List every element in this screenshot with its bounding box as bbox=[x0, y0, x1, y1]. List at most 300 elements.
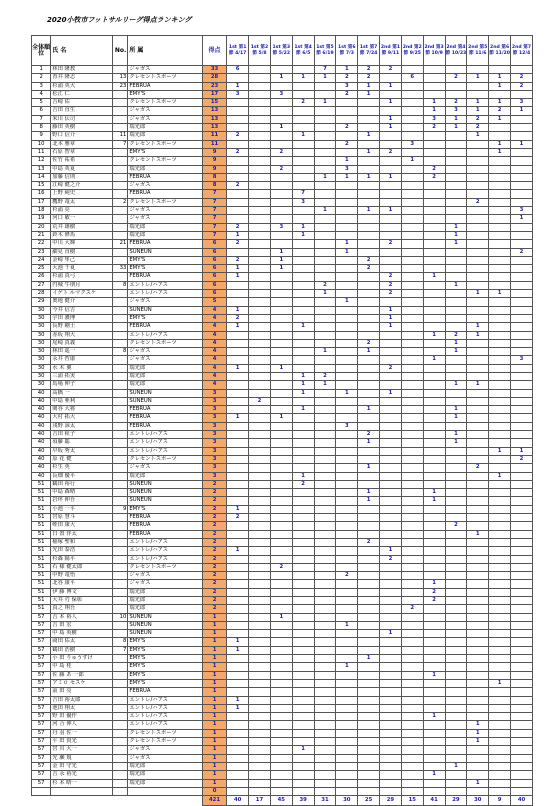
rank-cell: 57 bbox=[32, 738, 51, 746]
rank-cell: 40 bbox=[32, 464, 51, 472]
match-goals-cell bbox=[314, 655, 336, 663]
rank-cell: 40 bbox=[32, 472, 51, 480]
match-goals-cell bbox=[336, 439, 358, 447]
match-goals-cell bbox=[227, 290, 249, 298]
match-goals-cell bbox=[358, 248, 380, 256]
match-goals-cell bbox=[292, 779, 314, 787]
shirt-number-cell bbox=[112, 547, 127, 555]
match-goals-cell bbox=[292, 331, 314, 339]
team-cell: エントレ/ハアス bbox=[128, 555, 203, 563]
match-goals-cell bbox=[358, 646, 380, 654]
match-goals-cell: 1 bbox=[227, 638, 249, 646]
match-goals-cell bbox=[445, 555, 467, 563]
match-goals-cell bbox=[380, 422, 402, 430]
match-goals-cell bbox=[336, 290, 358, 298]
match-goals-cell: 1 bbox=[336, 663, 358, 671]
match-goals-cell bbox=[292, 148, 314, 156]
match-goals-cell bbox=[249, 281, 271, 289]
total-goals-cell: 4 bbox=[202, 323, 226, 331]
team-cell: SUNEUN bbox=[128, 630, 203, 638]
match-goals-cell bbox=[489, 439, 511, 447]
rank-cell: 57 bbox=[32, 696, 51, 704]
match-goals-cell bbox=[467, 480, 489, 488]
match-goals-cell bbox=[249, 331, 271, 339]
match-goals-cell bbox=[358, 381, 380, 389]
match-goals-cell bbox=[270, 281, 292, 289]
match-goals-cell bbox=[314, 787, 336, 795]
match-goals-cell bbox=[314, 331, 336, 339]
match-goals-cell bbox=[423, 90, 445, 98]
rank-cell: 51 bbox=[32, 580, 51, 588]
table-row bbox=[32, 148, 533, 156]
rank-cell: 57 bbox=[32, 746, 51, 754]
match-goals-cell bbox=[292, 157, 314, 165]
match-goals-cell bbox=[489, 655, 511, 663]
match-goals-cell bbox=[270, 132, 292, 140]
match-goals-cell: 1 bbox=[489, 447, 511, 455]
match-goals-cell bbox=[227, 281, 249, 289]
player-name-cell: 佐 藤 あ 一郎 bbox=[51, 671, 113, 679]
match-goals-cell bbox=[380, 787, 402, 795]
header-match-1: 1st 第1節 4/17 bbox=[227, 36, 249, 66]
match-goals-cell bbox=[336, 132, 358, 140]
match-goals-cell: 1 bbox=[314, 173, 336, 181]
match-goals-cell bbox=[336, 580, 358, 588]
table-row bbox=[32, 771, 533, 779]
match-goals-cell bbox=[489, 688, 511, 696]
team-cell: SUNEUN bbox=[128, 621, 203, 629]
table-row bbox=[32, 630, 533, 638]
match-goals-cell bbox=[445, 679, 467, 687]
player-name-cell: 杉森 陽平 bbox=[51, 555, 113, 563]
match-goals-cell bbox=[270, 497, 292, 505]
shirt-number-cell bbox=[112, 597, 127, 605]
player-name-cell: 野口 信介 bbox=[51, 132, 113, 140]
match-goals-cell bbox=[249, 240, 271, 248]
match-goals-cell bbox=[270, 381, 292, 389]
match-goals-cell bbox=[401, 472, 423, 480]
shirt-number-cell bbox=[112, 107, 127, 115]
match-goals-cell bbox=[314, 538, 336, 546]
match-goals-cell bbox=[227, 754, 249, 762]
match-goals-cell bbox=[292, 530, 314, 538]
player-name-cell: 青井 隆志 bbox=[51, 74, 113, 82]
match-goals-cell bbox=[445, 572, 467, 580]
total-goals-cell: 0 bbox=[202, 787, 226, 795]
match-goals-cell bbox=[445, 746, 467, 754]
player-name-cell: 林田 隆教 bbox=[51, 66, 113, 74]
player-name-cell: 杉浦 真弓 bbox=[51, 273, 113, 281]
match-goals-cell bbox=[511, 696, 533, 704]
table-row bbox=[32, 638, 533, 646]
match-goals-cell bbox=[380, 663, 402, 671]
match-goals-cell bbox=[401, 464, 423, 472]
match-goals-cell bbox=[249, 389, 271, 397]
match-goals-cell: 1 bbox=[489, 82, 511, 90]
team-cell: EMY'S bbox=[128, 638, 203, 646]
match-goals-cell: 1 bbox=[380, 99, 402, 107]
match-goals-cell: 1 bbox=[380, 82, 402, 90]
match-goals-cell bbox=[511, 547, 533, 555]
rank-cell: 57 bbox=[32, 646, 51, 654]
match-goals-cell bbox=[358, 563, 380, 571]
match-goals-cell bbox=[511, 157, 533, 165]
match-goals-cell bbox=[270, 455, 292, 463]
match-goals-cell bbox=[249, 306, 271, 314]
match-goals-cell bbox=[445, 588, 467, 596]
match-goals-cell bbox=[489, 381, 511, 389]
table-row bbox=[32, 455, 533, 463]
total-goals-cell: 1 bbox=[202, 655, 226, 663]
shirt-number-cell: 7 bbox=[112, 140, 127, 148]
player-name-cell: 中野 竜悟 bbox=[51, 572, 113, 580]
match-goals-cell bbox=[401, 688, 423, 696]
team-cell: クレセントスポーツ bbox=[128, 74, 203, 82]
match-goals-cell bbox=[314, 613, 336, 621]
match-goals-cell bbox=[314, 696, 336, 704]
match-goals-cell bbox=[227, 572, 249, 580]
match-goals-cell bbox=[292, 339, 314, 347]
match-goals-cell bbox=[314, 148, 336, 156]
match-goals-cell bbox=[292, 663, 314, 671]
match-goals-cell bbox=[249, 455, 271, 463]
match-goals-cell bbox=[380, 298, 402, 306]
match-goals-cell bbox=[467, 223, 489, 231]
match-goals-cell bbox=[358, 762, 380, 770]
match-goals-cell bbox=[423, 397, 445, 405]
match-goals-cell bbox=[358, 290, 380, 298]
match-goals-cell bbox=[358, 182, 380, 190]
match-goals-cell bbox=[249, 746, 271, 754]
match-goals-cell bbox=[401, 713, 423, 721]
rank-cell: 17 bbox=[32, 198, 51, 206]
header-match-2: 1st 第2節 5/8 bbox=[249, 36, 271, 66]
total-goals-cell: 6 bbox=[202, 240, 226, 248]
match-goals-cell bbox=[292, 182, 314, 190]
match-goals-cell bbox=[292, 207, 314, 215]
match-goals-cell bbox=[511, 746, 533, 754]
match-goals-cell: 2 bbox=[380, 555, 402, 563]
match-goals-cell bbox=[445, 580, 467, 588]
match-goals-cell bbox=[314, 704, 336, 712]
match-goals-cell bbox=[292, 273, 314, 281]
team-cell: ジャガス bbox=[128, 754, 203, 762]
match-goals-cell bbox=[423, 182, 445, 190]
match-goals-cell bbox=[511, 240, 533, 248]
match-goals-cell: 2 bbox=[380, 240, 402, 248]
match-goals-cell: 1 bbox=[489, 115, 511, 123]
match-goals-cell bbox=[314, 248, 336, 256]
match-goals-cell bbox=[227, 729, 249, 737]
match-goals-cell bbox=[292, 721, 314, 729]
match-goals-cell bbox=[423, 414, 445, 422]
match-goals-cell bbox=[401, 406, 423, 414]
match-goals-cell: 1 bbox=[292, 372, 314, 380]
match-goals-cell bbox=[270, 787, 292, 795]
match-goals-cell: 1 bbox=[292, 472, 314, 480]
match-goals-cell bbox=[401, 281, 423, 289]
table-row bbox=[32, 613, 533, 621]
totals-spacer bbox=[112, 796, 127, 806]
match-goals-cell bbox=[227, 580, 249, 588]
match-goals-cell bbox=[511, 372, 533, 380]
total-goals-cell: 3 bbox=[202, 431, 226, 439]
match-goals-cell: 1 bbox=[445, 348, 467, 356]
match-goals-cell bbox=[227, 688, 249, 696]
match-goals-cell bbox=[380, 447, 402, 455]
match-goals-cell bbox=[270, 389, 292, 397]
match-goals-cell bbox=[358, 572, 380, 580]
match-goals-cell bbox=[227, 140, 249, 148]
total-goals-cell: 2 bbox=[202, 497, 226, 505]
shirt-number-cell bbox=[112, 514, 127, 522]
rank-cell: 57 bbox=[32, 721, 51, 729]
match-goals-cell bbox=[249, 447, 271, 455]
match-goals-cell bbox=[380, 771, 402, 779]
match-goals-cell bbox=[380, 397, 402, 405]
shirt-number-cell bbox=[112, 406, 127, 414]
match-goals-cell bbox=[489, 348, 511, 356]
match-goals-cell bbox=[467, 646, 489, 654]
match-goals-cell: 2 bbox=[358, 538, 380, 546]
shirt-number-cell bbox=[112, 704, 127, 712]
rank-cell: 51 bbox=[32, 505, 51, 513]
match-goals-cell bbox=[467, 298, 489, 306]
match-goals-cell bbox=[227, 489, 249, 497]
match-goals-cell: 2 bbox=[380, 148, 402, 156]
team-cell: EMY'S bbox=[128, 148, 203, 156]
rank-cell: 51 bbox=[32, 572, 51, 580]
shirt-number-cell bbox=[112, 455, 127, 463]
table-row bbox=[32, 165, 533, 173]
match-goals-cell bbox=[445, 663, 467, 671]
total-goals-cell: 1 bbox=[202, 754, 226, 762]
match-goals-cell bbox=[380, 646, 402, 654]
team-cell: FEBRUA bbox=[128, 406, 203, 414]
match-goals-cell bbox=[358, 215, 380, 223]
table-row bbox=[32, 746, 533, 754]
table-row bbox=[32, 306, 533, 314]
match-goals-cell bbox=[314, 356, 336, 364]
rank-cell: 51 bbox=[32, 563, 51, 571]
match-goals-cell bbox=[401, 489, 423, 497]
match-goals-cell bbox=[336, 455, 358, 463]
match-goals-cell bbox=[401, 90, 423, 98]
match-goals-cell: 1 bbox=[445, 339, 467, 347]
match-goals-cell bbox=[423, 646, 445, 654]
match-goals-cell bbox=[380, 729, 402, 737]
player-name-cell: 松江 仁 bbox=[51, 90, 113, 98]
match-goals-cell: 2 bbox=[467, 198, 489, 206]
match-goals-cell bbox=[249, 140, 271, 148]
match-goals-cell bbox=[401, 240, 423, 248]
match-goals-cell bbox=[423, 298, 445, 306]
match-goals-cell bbox=[445, 464, 467, 472]
match-total-cell: 41 bbox=[423, 796, 445, 806]
match-goals-cell bbox=[511, 223, 533, 231]
match-goals-cell: 3 bbox=[336, 422, 358, 430]
match-goals-cell bbox=[401, 107, 423, 115]
match-goals-cell bbox=[292, 348, 314, 356]
match-goals-cell bbox=[270, 696, 292, 704]
match-goals-cell bbox=[358, 306, 380, 314]
match-goals-cell bbox=[467, 489, 489, 497]
match-goals-cell: 1 bbox=[336, 157, 358, 165]
match-goals-cell: 1 bbox=[467, 290, 489, 298]
match-goals-cell bbox=[292, 431, 314, 439]
match-goals-cell bbox=[227, 389, 249, 397]
player-name-cell: 三浦 拓実 bbox=[51, 372, 113, 380]
match-goals-cell bbox=[358, 223, 380, 231]
table-row bbox=[32, 655, 533, 663]
match-goals-cell bbox=[511, 273, 533, 281]
rank-cell: 57 bbox=[32, 729, 51, 737]
match-goals-cell: 1 bbox=[270, 256, 292, 264]
player-name-cell: 中島 英夏 bbox=[51, 165, 113, 173]
match-goals-cell bbox=[292, 256, 314, 264]
match-goals-cell bbox=[511, 148, 533, 156]
shirt-number-cell bbox=[112, 721, 127, 729]
total-goals-cell: 7 bbox=[202, 215, 226, 223]
match-goals-cell bbox=[401, 563, 423, 571]
match-goals-cell bbox=[227, 663, 249, 671]
match-goals-cell bbox=[249, 99, 271, 107]
rank-cell: 40 bbox=[32, 389, 51, 397]
table-row bbox=[32, 497, 533, 505]
shirt-number-cell bbox=[112, 530, 127, 538]
team-cell: エントレ/ハアス bbox=[128, 290, 203, 298]
match-goals-cell bbox=[401, 455, 423, 463]
player-name-cell: 中 島 英樹 bbox=[51, 630, 113, 638]
match-goals-cell bbox=[467, 588, 489, 596]
match-goals-cell bbox=[401, 356, 423, 364]
match-goals-cell bbox=[227, 356, 249, 364]
match-goals-cell bbox=[489, 547, 511, 555]
match-goals-cell: 1 bbox=[445, 281, 467, 289]
match-goals-cell bbox=[227, 588, 249, 596]
rank-cell: 30 bbox=[32, 372, 51, 380]
match-goals-cell: 1 bbox=[467, 721, 489, 729]
match-goals-cell bbox=[292, 215, 314, 223]
match-goals-cell bbox=[423, 704, 445, 712]
match-goals-cell bbox=[292, 646, 314, 654]
match-goals-cell bbox=[227, 173, 249, 181]
rank-cell: 2 bbox=[32, 74, 51, 82]
total-goals-cell: 9 bbox=[202, 148, 226, 156]
shirt-number-cell: 2 bbox=[112, 198, 127, 206]
shirt-number-cell bbox=[112, 472, 127, 480]
match-goals-cell: 1 bbox=[380, 306, 402, 314]
shirt-number-cell bbox=[112, 248, 127, 256]
header-match-8: 2nd 第1節 9/11 bbox=[380, 36, 402, 66]
match-goals-cell: 1 bbox=[445, 439, 467, 447]
match-goals-cell bbox=[249, 422, 271, 430]
match-goals-cell bbox=[445, 688, 467, 696]
match-goals-cell bbox=[358, 613, 380, 621]
match-goals-cell bbox=[445, 90, 467, 98]
player-name-cell: 鶴田 裕行 bbox=[51, 480, 113, 488]
match-goals-cell bbox=[358, 298, 380, 306]
player-name-cell: 浅野 諒太 bbox=[51, 422, 113, 430]
team-cell: EMY'S bbox=[128, 314, 203, 322]
team-cell: FEBRUA bbox=[128, 190, 203, 198]
match-goals-cell: 1 bbox=[489, 679, 511, 687]
match-goals-cell bbox=[467, 314, 489, 322]
match-goals-cell: 3 bbox=[270, 223, 292, 231]
match-goals-cell: 2 bbox=[227, 182, 249, 190]
match-goals-cell bbox=[423, 215, 445, 223]
match-goals-cell bbox=[401, 82, 423, 90]
match-goals-cell bbox=[445, 298, 467, 306]
match-goals-cell bbox=[336, 505, 358, 513]
match-goals-cell bbox=[358, 721, 380, 729]
match-goals-cell: 2 bbox=[336, 74, 358, 82]
ranking-table bbox=[31, 35, 533, 806]
match-goals-cell bbox=[249, 696, 271, 704]
match-goals-cell bbox=[249, 671, 271, 679]
match-goals-cell bbox=[358, 372, 380, 380]
rank-cell: 6 bbox=[32, 107, 51, 115]
total-goals-cell: 2 bbox=[202, 530, 226, 538]
match-goals-cell bbox=[270, 754, 292, 762]
match-goals-cell bbox=[314, 422, 336, 430]
match-goals-cell bbox=[380, 140, 402, 148]
match-goals-cell bbox=[401, 173, 423, 181]
shirt-number-cell bbox=[112, 779, 127, 787]
table-row bbox=[32, 547, 533, 555]
team-cell: SUNEUN bbox=[128, 480, 203, 488]
match-goals-cell bbox=[314, 547, 336, 555]
match-goals-cell bbox=[489, 182, 511, 190]
match-goals-cell bbox=[358, 754, 380, 762]
table-row bbox=[32, 99, 533, 107]
match-goals-cell bbox=[467, 265, 489, 273]
team-cell: FEBRUA bbox=[128, 173, 203, 181]
match-goals-cell bbox=[467, 547, 489, 555]
table-row bbox=[32, 281, 533, 289]
match-goals-cell bbox=[467, 90, 489, 98]
match-goals-cell: 1 bbox=[467, 107, 489, 115]
match-goals-cell bbox=[249, 738, 271, 746]
player-name-cell: 宇田 護博 bbox=[51, 314, 113, 322]
match-goals-cell: 1 bbox=[467, 381, 489, 389]
match-goals-cell bbox=[489, 597, 511, 605]
rank-cell: 21 bbox=[32, 231, 51, 239]
match-goals-cell bbox=[445, 771, 467, 779]
match-goals-cell bbox=[511, 729, 533, 737]
match-goals-cell bbox=[380, 597, 402, 605]
match-goals-cell: 1 bbox=[227, 646, 249, 654]
match-goals-cell bbox=[227, 198, 249, 206]
team-cell: FEBRUA bbox=[128, 82, 203, 90]
match-goals-cell bbox=[358, 679, 380, 687]
player-name-cell: 小池 一平 bbox=[51, 505, 113, 513]
match-goals-cell bbox=[401, 389, 423, 397]
player-name-cell: 高橋 一 bbox=[51, 389, 113, 397]
match-goals-cell bbox=[489, 522, 511, 530]
match-goals-cell bbox=[511, 580, 533, 588]
match-goals-cell bbox=[401, 182, 423, 190]
match-goals-cell bbox=[336, 381, 358, 389]
shirt-number-cell bbox=[112, 663, 127, 671]
match-goals-cell bbox=[467, 713, 489, 721]
team-cell: 瑞光郎 bbox=[128, 124, 203, 132]
shirt-number-cell bbox=[112, 713, 127, 721]
match-goals-cell bbox=[292, 397, 314, 405]
match-goals-cell bbox=[336, 721, 358, 729]
match-goals-cell bbox=[401, 265, 423, 273]
match-goals-cell bbox=[489, 787, 511, 795]
